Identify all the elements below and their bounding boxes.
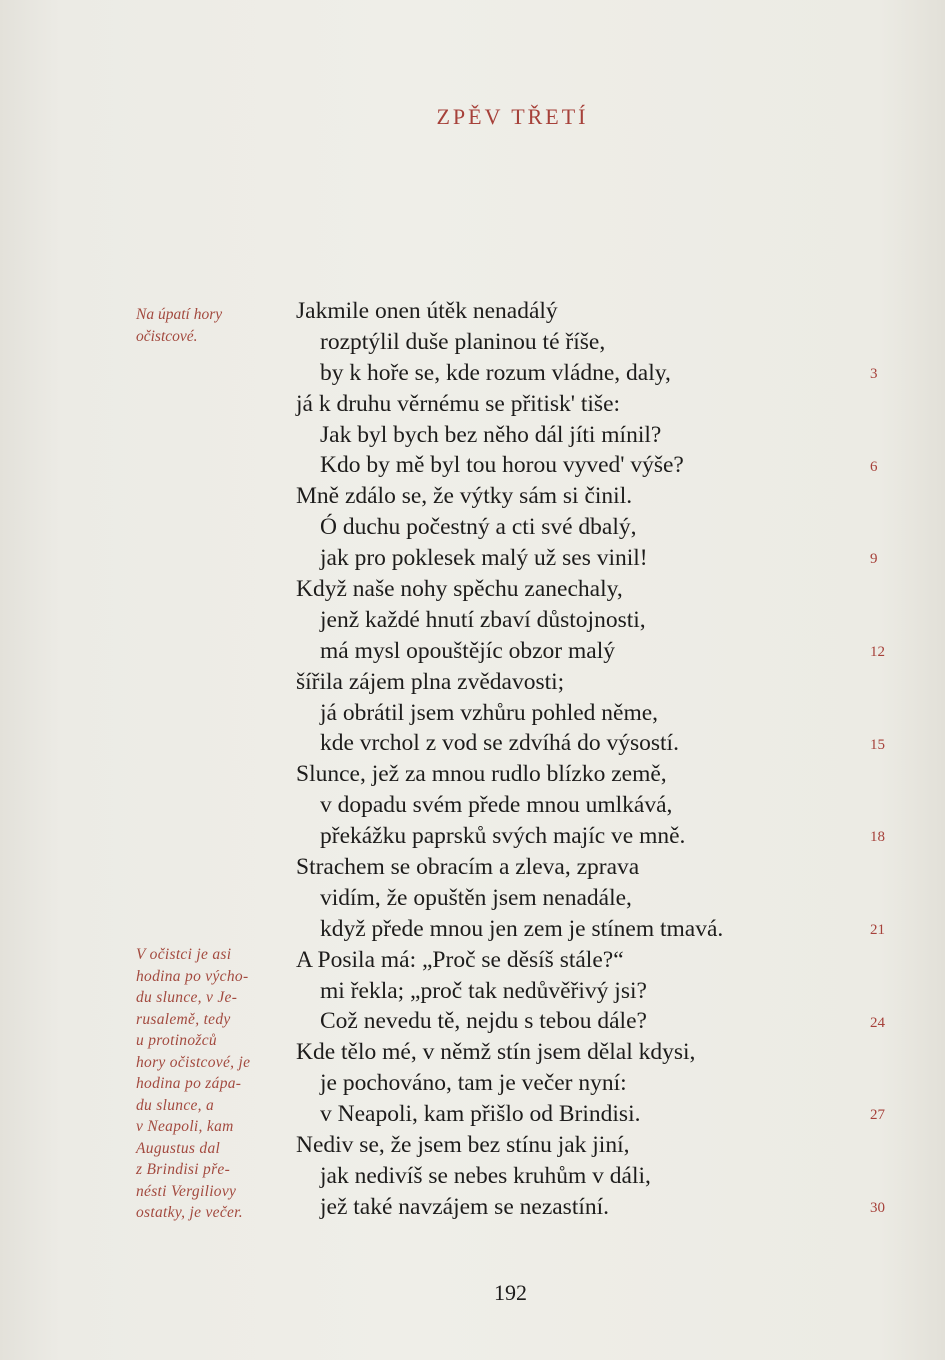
line-number: 15 (870, 736, 885, 753)
margin-note-line: v Neapoli, kam (136, 1118, 234, 1135)
verse-line: Ó duchu počestný a cti své dbalý, (320, 514, 637, 541)
verse-line: jež také navzájem se nezastíní. (320, 1193, 610, 1220)
line-number: 18 (870, 829, 885, 846)
margin-note-line: hodina po zápa- (136, 1075, 242, 1092)
verse-line: když přede mnou jen zem je stínem tmavá. (320, 915, 724, 942)
canto-title: ZPĚV TŘETÍ (436, 104, 589, 129)
verse-line: překážku paprsků svých majíc ve mně. (320, 823, 686, 850)
verse-line: Mně zdálo se, že výtky sám si činil. (296, 483, 633, 510)
margin-note-line: rusalemě, tedy (136, 1010, 231, 1028)
margin-note-line: nésti Vergiliovy (136, 1182, 237, 1200)
margin-note-line: hory očistcové, je (136, 1053, 251, 1071)
margin-note-line: du slunce, a (136, 1096, 215, 1114)
line-number: 12 (870, 643, 885, 660)
line-number: 9 (870, 551, 878, 568)
margin-note-line: očistcové. (136, 327, 198, 345)
margin-note-1 (136, 304, 286, 347)
verse-line: je pochováno, tam je večer nyní: (320, 1070, 627, 1097)
line-number: 30 (870, 1200, 885, 1217)
verse-line: Když naše nohy spěchu zanechaly, (296, 576, 623, 603)
margin-note-line: du slunce, v Je- (136, 989, 238, 1006)
margin-note-2 (136, 944, 286, 1224)
verse-line: já obrátil jsem vzhůru pohled něme, (320, 699, 659, 726)
verse-line: by k hoře se, kde rozum vládne, daly, (320, 359, 671, 386)
margin-note-line: Na úpatí hory (136, 306, 223, 323)
verse-line: A Posila má: „Proč se děsíš stále?“ (296, 946, 624, 973)
verse-line: v Neapoli, kam přišlo od Brindisi. (320, 1101, 641, 1128)
verse-block (296, 296, 816, 1223)
margin-note-line: z Brindisi pře- (136, 1161, 231, 1178)
line-number: 27 (870, 1107, 885, 1124)
verse-line: kde vrchol z vod se zdvíhá do výsostí. (320, 730, 679, 757)
verse-line: jenž každé hnutí zbaví důstojnosti, (320, 606, 646, 633)
verse-line: Kde tělo mé, v němž stín jsem dělal kdysi, (296, 1039, 696, 1066)
verse-line: v dopadu svém přede mnou umlkává, (320, 792, 673, 819)
page-number: 192 (494, 1280, 527, 1305)
verse-line: jak nedivíš se nebes kruhům v dáli, (320, 1162, 651, 1189)
verse-line: má mysl opouštějíc obzor malý (320, 637, 616, 664)
line-number: 6 (870, 458, 878, 475)
margin-note-line: V očistci je asi (136, 946, 232, 963)
verse-line: vidím, že opuštěn jsem nenadále, (320, 884, 632, 911)
margin-note-line: u protinožců (136, 1032, 217, 1049)
verse-line: rozptýlil duše planinou té říše, (320, 328, 606, 355)
line-number: 24 (870, 1014, 885, 1031)
verse-line: já k druhu věrnému se přitisk' tiše: (296, 390, 621, 417)
verse-line: Nediv se, že jsem bez stínu jak jiní, (296, 1132, 630, 1159)
verse-line: Strachem se obracím a zleva, zprava (296, 854, 640, 881)
verse-line: šířila zájem plna zvědavosti; (296, 668, 565, 695)
verse-line: Jakmile onen útěk nenadálý (296, 298, 558, 324)
verse-line: Což nevedu tě, nejdu s tebou dále? (320, 1008, 647, 1035)
verse-line: Jak byl bych bez něho dál jíti mínil? (320, 421, 662, 448)
line-number: 21 (870, 922, 885, 938)
margin-note-line: Augustus dal (136, 1139, 221, 1157)
verse-line: mi řekla; „proč tak nedůvěřivý jsi? (320, 977, 647, 1004)
verse-line: Kdo by mě byl tou horou vyved' výše? (320, 452, 684, 479)
margin-note-line: ostatky, je večer. (136, 1204, 243, 1221)
margin-note-line: hodina po výcho- (136, 967, 249, 985)
line-number: 3 (870, 365, 878, 382)
verse-line: Slunce, jež za mnou rudlo blízko země, (296, 761, 667, 788)
verse-line: jak pro poklesek malý už ses vinil! (320, 545, 648, 572)
